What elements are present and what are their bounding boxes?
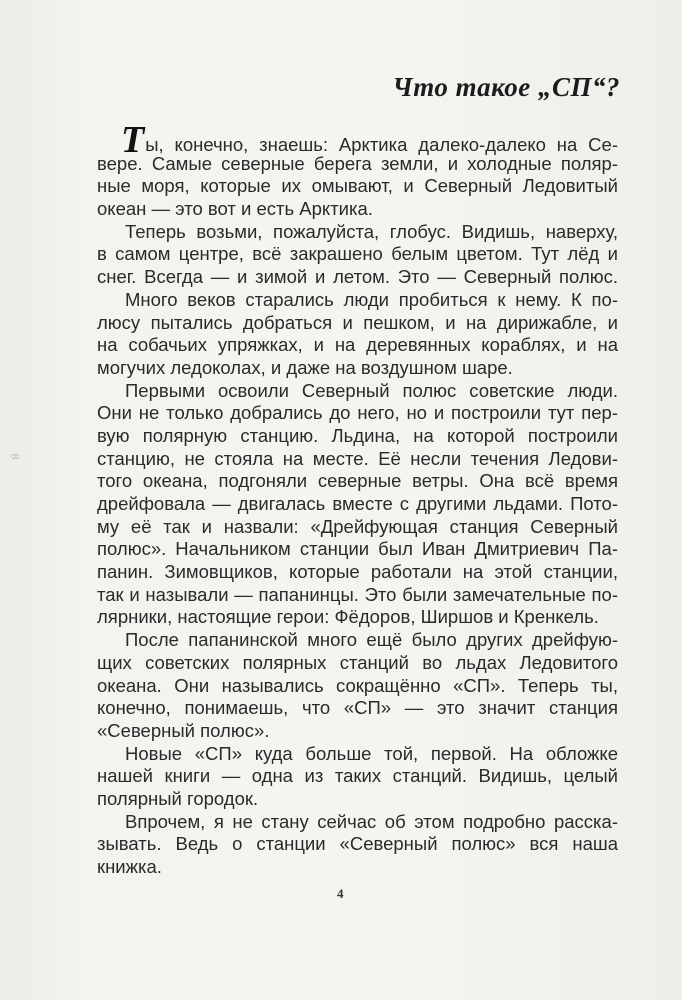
text-line-label: ные моря, которые их омывают, и Северный Ледовитый <box>97 175 618 197</box>
margin-mark: 8 <box>8 453 23 460</box>
text-line <box>97 652 618 675</box>
text-line-content <box>125 743 618 766</box>
text-line-content <box>97 606 618 629</box>
text-line-content <box>97 448 618 471</box>
text-line <box>97 357 618 380</box>
text-line <box>97 243 618 266</box>
text-line <box>97 289 618 312</box>
text-line-content <box>125 629 618 652</box>
text-line-label: вере. Самые северные берега земли, и холодные поляр- <box>97 152 618 174</box>
text-line-content <box>97 652 618 675</box>
text-line-label: Они не только добрались до него, но и построили тут пер- <box>97 402 618 424</box>
text-line-label: панин. Зимовщиков, которые работали на этой станции, <box>97 561 618 583</box>
text-line <box>97 334 618 357</box>
text-line-label: полярный городок. <box>97 787 259 809</box>
text-line-label: зывать. Ведь о станции «Северный полюс» вся наша <box>97 833 618 855</box>
text-line <box>97 470 618 493</box>
text-line <box>97 119 618 161</box>
text-line-content <box>97 561 618 584</box>
text-line <box>97 380 618 403</box>
text-line-content <box>97 697 618 720</box>
text-line <box>97 811 618 834</box>
text-line-content <box>97 538 618 561</box>
text-line-content <box>97 198 618 221</box>
text-line-content <box>97 425 618 448</box>
text-line-label: После папанинской много ещё было других дрейфую- <box>125 629 618 651</box>
text-line <box>97 697 618 720</box>
text-line <box>97 493 618 516</box>
text-line-content <box>125 811 618 834</box>
text-line-content <box>97 402 618 425</box>
text-line-label: Теперь возьми, пожалуйста, глобус. Видишь, наверху, <box>125 220 618 242</box>
text-line-content <box>97 584 618 607</box>
text-line-label: океана. Они назывались сокращённо «СП». Теперь ты, <box>97 674 618 696</box>
text-line-label: му её так и назвали: «Дрейфующая станция Северный <box>97 515 618 537</box>
text-line <box>97 538 618 561</box>
text-line-label: вую полярную станцию. Льдина, на которой построили <box>97 424 618 446</box>
text-line-label: конечно, понимаешь, что «СП» — это значит станция <box>97 697 618 719</box>
text-line <box>97 198 618 221</box>
text-line-content <box>97 266 618 289</box>
text-line-label: щих советских полярных станций во льдах Ледовитого <box>97 651 618 673</box>
text-line-content <box>97 312 618 335</box>
text-line <box>97 584 618 607</box>
text-line <box>97 629 618 652</box>
text-line-content <box>97 153 618 176</box>
text-line-content <box>97 675 618 698</box>
text-line-label: на собачьих упряжках, и на деревянных кораблях, и на <box>97 334 618 356</box>
text-line-label: станцию, не стояла на месте. Её несли течения Ледови- <box>97 447 618 469</box>
text-line-label: того океана, подгоняли северные ветры. Она всё время <box>97 470 618 492</box>
drop-cap: Т <box>121 119 145 161</box>
text-line <box>97 175 618 198</box>
text-line-label: дрейфовала — двигалась вместе с другими льдами. Пото- <box>97 493 618 514</box>
text-line-label: так и называли — папанинцы. Это были замечательные по- <box>97 583 618 605</box>
text-line-content <box>97 856 618 879</box>
text-line <box>97 788 618 811</box>
text-line <box>97 675 618 698</box>
body-text <box>97 119 618 879</box>
chapter-title: Что такое „СП“? <box>392 72 620 102</box>
text-line <box>97 312 618 335</box>
text-line-label: Впрочем, я не стану сейчас об этом подробно расска- <box>125 810 618 832</box>
page-number: 4 <box>337 886 344 901</box>
text-line-content <box>97 175 618 198</box>
text-line-content <box>97 516 618 539</box>
text-line-label: Первыми освоили Северный полюс советские люди. <box>125 379 618 401</box>
text-line-label: в самом центре, всё закрашено белым цветом. Тут лёд и <box>97 243 618 265</box>
text-line-label: полюс». Начальником станции был Иван Дмитриевич Па- <box>97 538 618 560</box>
text-line-label: Новые «СП» куда больше той, первой. На обложке <box>125 742 618 764</box>
text-line <box>97 448 618 471</box>
text-line <box>97 425 618 448</box>
text-line <box>97 720 618 743</box>
text-line-label: океан — это вот и есть Арктика. <box>97 198 373 220</box>
text-line-label: ы, конечно, знаешь: Арктика далеко-далеко на Се- <box>145 134 618 155</box>
text-line-label: книжка. <box>97 856 162 877</box>
text-line <box>97 221 618 244</box>
text-line-label: Много веков старались люди пробиться к нему. К по- <box>125 288 618 310</box>
text-line <box>97 516 618 539</box>
text-line-label: нашей книги — одна из таких станций. Видишь, целый <box>97 765 618 787</box>
text-line-content <box>97 243 618 266</box>
text-line-content <box>97 493 618 516</box>
text-line-content <box>125 380 618 403</box>
text-line-label: лярники, настоящие герои: Фёдоров, Ширшов и Кренкель. <box>97 606 599 628</box>
text-line <box>97 402 618 425</box>
text-line <box>97 833 618 856</box>
text-line-content <box>97 470 618 493</box>
text-line-label: люсу пытались добраться и пешком, и на дирижабле, и <box>97 311 618 333</box>
text-line-label: снег. Всегда — и зимой и летом. Это — Северный полюс. <box>97 266 618 288</box>
text-line-content <box>97 833 618 856</box>
text-line-label: могучих ледоколах, и даже на воздушном шаре. <box>97 356 513 378</box>
text-line-content <box>97 720 618 743</box>
text-line-content <box>97 357 618 380</box>
text-line-content <box>97 765 618 788</box>
text-line-content <box>125 221 618 244</box>
text-line <box>97 743 618 766</box>
text-line <box>97 266 618 289</box>
text-line-label: «Северный полюс». <box>97 719 270 741</box>
text-line <box>97 606 618 629</box>
text-line <box>97 856 618 879</box>
text-line <box>97 765 618 788</box>
text-line <box>97 561 618 584</box>
text-line-content <box>97 334 618 357</box>
text-line-content <box>97 788 618 811</box>
text-line <box>97 153 618 176</box>
text-line-content <box>125 289 618 312</box>
